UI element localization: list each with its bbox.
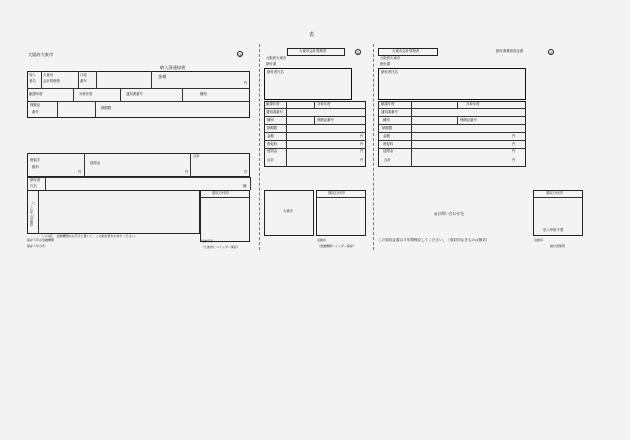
- payer-name-label-2: 氏名: [30, 184, 37, 188]
- section2-city: 大阪府大東市: [266, 56, 287, 60]
- assessment-year-label: 賦課年度: [29, 92, 43, 96]
- section3-reminder-fee: 督促料: [383, 142, 394, 146]
- side-note: （ここに記入）収納印: [30, 201, 37, 227]
- reminder-fee-label-2: 数料: [32, 165, 39, 169]
- section3-city: 大阪府大東市: [380, 56, 401, 60]
- section2-notice-number: 通知書番号: [266, 110, 283, 114]
- contact-label: ◎お問い合わせ先: [434, 211, 464, 216]
- section3-footer-bottom: 納付者保管: [550, 244, 566, 248]
- insurance-label-2: 番号: [32, 110, 39, 114]
- section3-name-label: 納付者氏名: [381, 70, 398, 74]
- section3-table: [378, 101, 526, 167]
- section2-target-year: 対象年度: [317, 102, 331, 106]
- payee-value-1: 大東市: [43, 73, 54, 77]
- insurance-label-1: 保険証: [30, 103, 41, 107]
- section3-category: 種別: [383, 118, 390, 122]
- section3-amount-yen: 円: [512, 134, 516, 138]
- revenue-stamp-note: 収入印紙不要: [543, 228, 564, 232]
- section2-footer-right: （金融機関バインダー保存）: [317, 244, 356, 248]
- footer-right: （大東市にバインダー保存）: [201, 245, 240, 249]
- section3-form-number: ①: [549, 51, 553, 55]
- notice-number-label: 通知書番号: [126, 92, 143, 96]
- section3-total-yen: 円: [512, 158, 516, 162]
- section2-subtitle: 納付書: [266, 62, 277, 66]
- section3-insurance-number: 保険証番号: [460, 118, 477, 122]
- section3-target-year: 対象年度: [466, 102, 480, 106]
- account-label-1: 口座: [80, 73, 87, 77]
- remarks-box: [27, 190, 200, 234]
- due-date-label: 納期限: [101, 106, 112, 110]
- instruction-note: ［バ口座］ 金融機関のお手元に置いて、この納付書をお持ちください。: [40, 234, 138, 238]
- total-yen: 円: [244, 170, 248, 174]
- section2-due-date: 納期限: [267, 126, 278, 130]
- payer-name-label-1: 納付者: [30, 178, 41, 182]
- section2-delay-yen: 円: [360, 149, 364, 153]
- honorific: 様: [243, 184, 247, 188]
- section2-amount: 金額: [267, 134, 274, 138]
- fees-table: [27, 153, 250, 177]
- account-label-2: 番号: [80, 79, 87, 83]
- payee-value-2: 会計管理者: [43, 79, 60, 83]
- receipt-stamp-label: 領収日付印: [212, 191, 229, 195]
- section3-subtitle: 納付書: [380, 62, 391, 66]
- reminder-fee-label-1: 督促手: [30, 158, 41, 162]
- cut-line-1: [259, 44, 260, 250]
- section3-stamp-label: 領収日付印: [546, 191, 563, 195]
- section2-bank-name: 大東市: [283, 209, 294, 213]
- target-year-label: 対象年度: [79, 92, 93, 96]
- section3-assessment-year: 賦課年度: [381, 102, 395, 106]
- delay-charge-yen: 円: [185, 170, 189, 174]
- section2-amount-yen: 円: [360, 134, 364, 138]
- section2-form-number: ②: [356, 51, 360, 55]
- section2-name-label: 納付者氏名: [267, 70, 284, 74]
- section2-assessment-year: 賦課年度: [266, 102, 280, 106]
- section3-due-date: 納期限: [382, 126, 393, 130]
- form-subtitle: 納入済通知書: [160, 65, 186, 70]
- category-label: 種別: [200, 92, 207, 96]
- section3-total: 合計: [384, 158, 391, 162]
- section3-reminder-yen: 円: [512, 142, 516, 146]
- section2-stamp-label: 領収日付印: [328, 191, 345, 195]
- footer-left: 保存５年の金融機関: [27, 238, 55, 242]
- reminder-fee-yen: 円: [78, 170, 82, 174]
- section3-footer-right: 収納印: [534, 238, 544, 242]
- section3-name-box: [378, 68, 526, 100]
- cut-line-2: [373, 44, 374, 250]
- section2-title: 大東市会計管理者: [299, 49, 327, 53]
- section2-insurance-number: 保険証番号: [317, 118, 334, 122]
- total-label: 合計: [193, 154, 200, 158]
- section2-total: 合計: [267, 158, 274, 162]
- section2-category: 種別: [267, 118, 274, 122]
- amount-yen: 円: [244, 81, 248, 85]
- retention-note: この領収証書は５年間保存してください。（領収印なきものは無効）: [378, 238, 490, 242]
- section2-footer-left: 収納印: [317, 238, 327, 242]
- section2-delay-charge: 延滞金: [267, 149, 278, 153]
- section2-reminder-fee: 督促料: [267, 142, 278, 146]
- section2-total-yen: 円: [360, 158, 364, 162]
- section3-receipt-title: 納付書兼領収証書: [496, 49, 524, 53]
- section3-delay-charge: 延滞金: [383, 149, 394, 153]
- section3-amount: 金額: [383, 134, 390, 138]
- footer-mid: 収納印等: [201, 239, 214, 243]
- page-label: 表: [309, 32, 315, 38]
- section3-delay-yen: 円: [512, 149, 516, 153]
- section2-reminder-yen: 円: [360, 142, 364, 146]
- payee-label-2: 者名: [29, 79, 36, 83]
- city-header: 大阪府大東市: [28, 52, 54, 57]
- footer-bottom: 保存１年の市: [27, 244, 46, 248]
- section3-title: 大東市会計管理者: [392, 49, 420, 53]
- amount-label: 金額: [158, 74, 167, 79]
- payee-label-1: 加入: [29, 73, 36, 77]
- section3-notice-number: 通知書番号: [381, 110, 398, 114]
- delay-charge-label: 延滞金: [90, 161, 101, 165]
- form-number: ③: [238, 53, 242, 57]
